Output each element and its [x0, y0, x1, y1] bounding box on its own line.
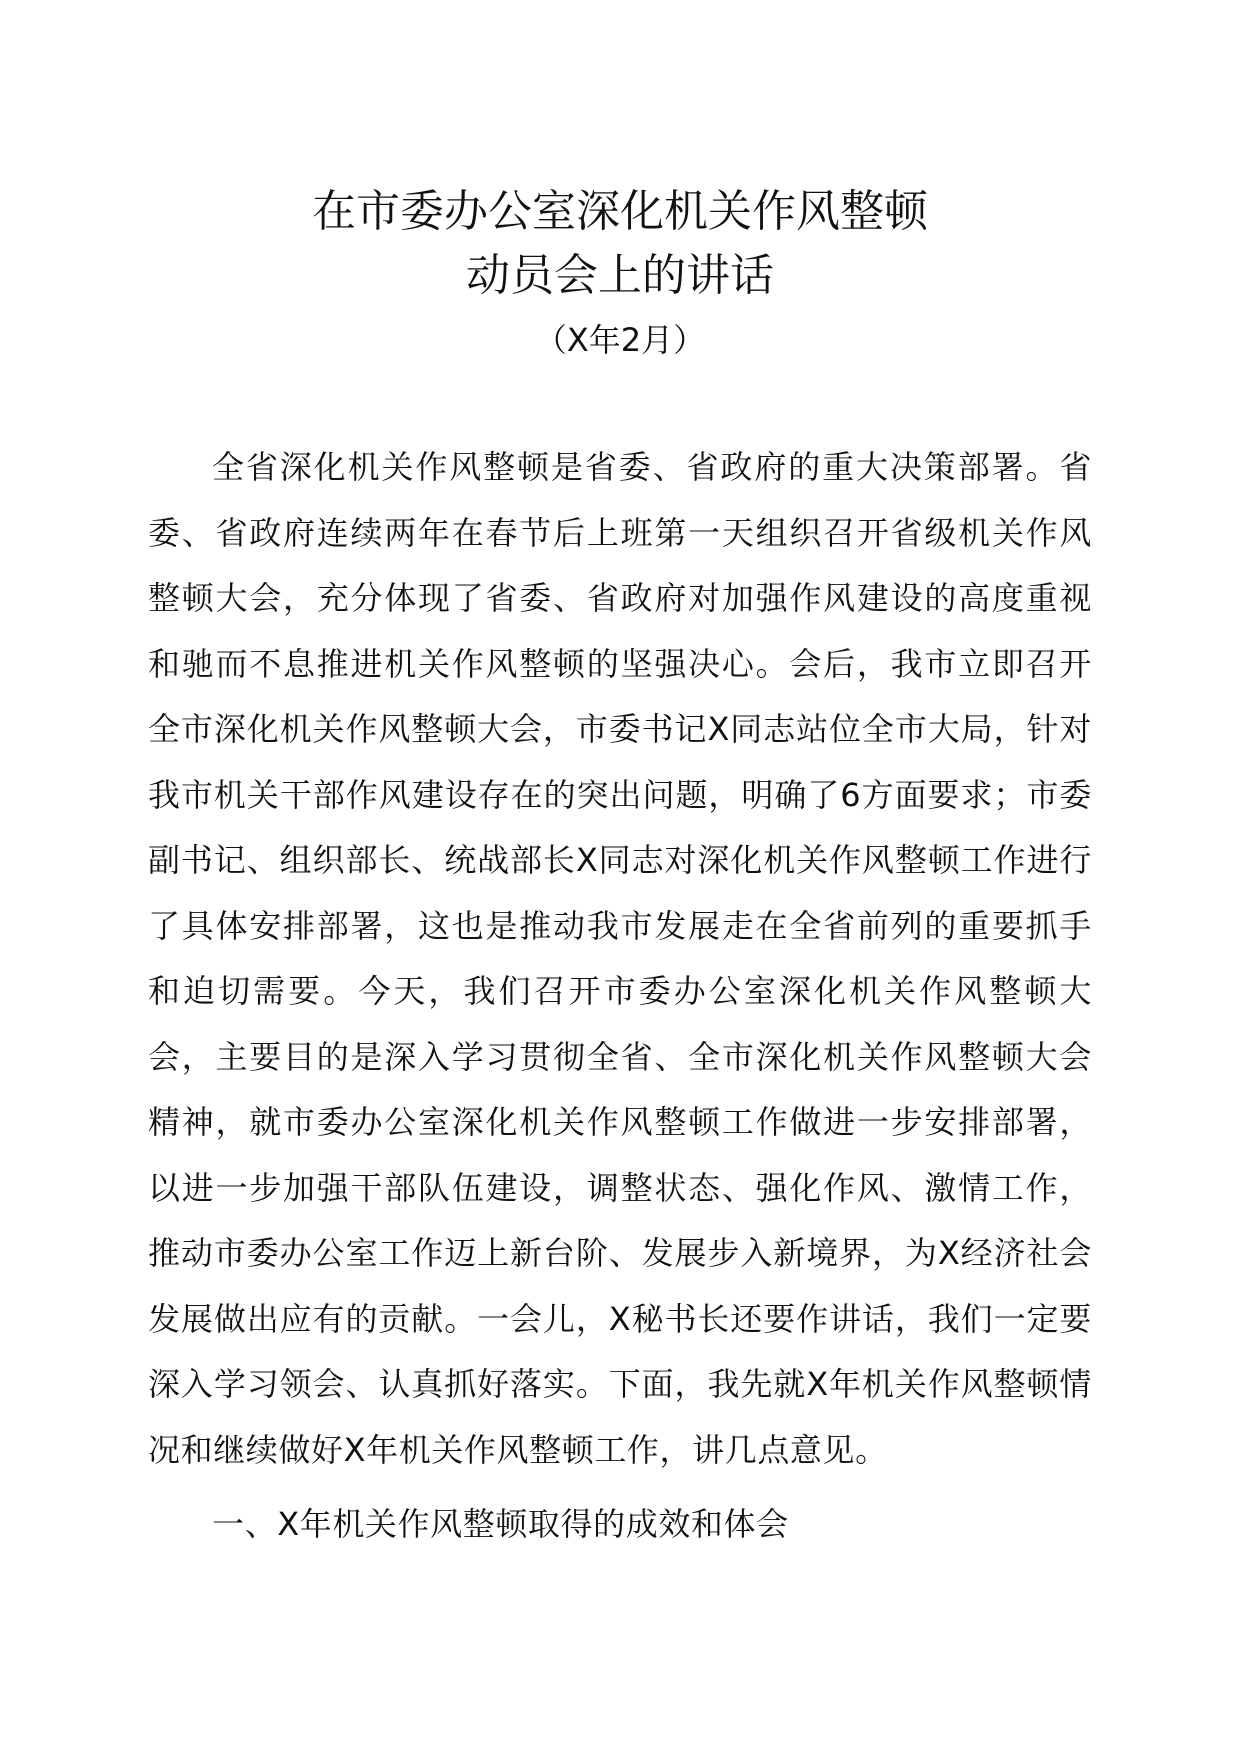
document-date: （X年2月） — [534, 321, 706, 359]
document-title-line-2: 动员会上的讲话 — [466, 250, 774, 301]
section-heading-1: 一、X年机关作风整顿取得的成效和体会 — [212, 1505, 789, 1543]
document-title-line-1: 在市委办公室深化机关作风整顿 — [312, 186, 928, 237]
body-paragraph-intro: 全省深化机关作风整顿是省委、省政府的重大决策部署。省委、省政府连续两年在春节后上班第一天组织召开省级机关作风整顿大会，充分体现了省委、省政府对加强作风建设的高度重视和驰而不息推进机关作风整顿的坚强决心。会后，我市立即召开全市深化机关作风整顿大会，市委书记X同志站位全市大局，针对我市机关干部作风建设存在的突出问题，明确了6方面要求；市委副书记、组织部长、统战部长X同志对深化机关作风整顿工作进行了具体安排部署，这也是推动我市发展走在全省前列的重要抓手和迫切需要。今天，我们召开市委办公室深化机关作风整顿大会，主要目的是深入学习贯彻全省、全市深化机关作风整顿大会精神，就市委办公室深化机关作风整顿工作做进一步安排部署，以进一步加强干部队伍建设，调整状态、强化作风、激情工作，推动市委办公室工作迈上新台阶、发展步入新境界，为X经济社会发展做出应有的贡献。一会儿，X秘书长还要作讲话，我们一定要深入学习领会、认真抓好落实。下面，我先就X年机关作风整顿情况和继续做好X年机关作风整顿工作，讲几点意见。 — [148, 448, 1092, 1469]
